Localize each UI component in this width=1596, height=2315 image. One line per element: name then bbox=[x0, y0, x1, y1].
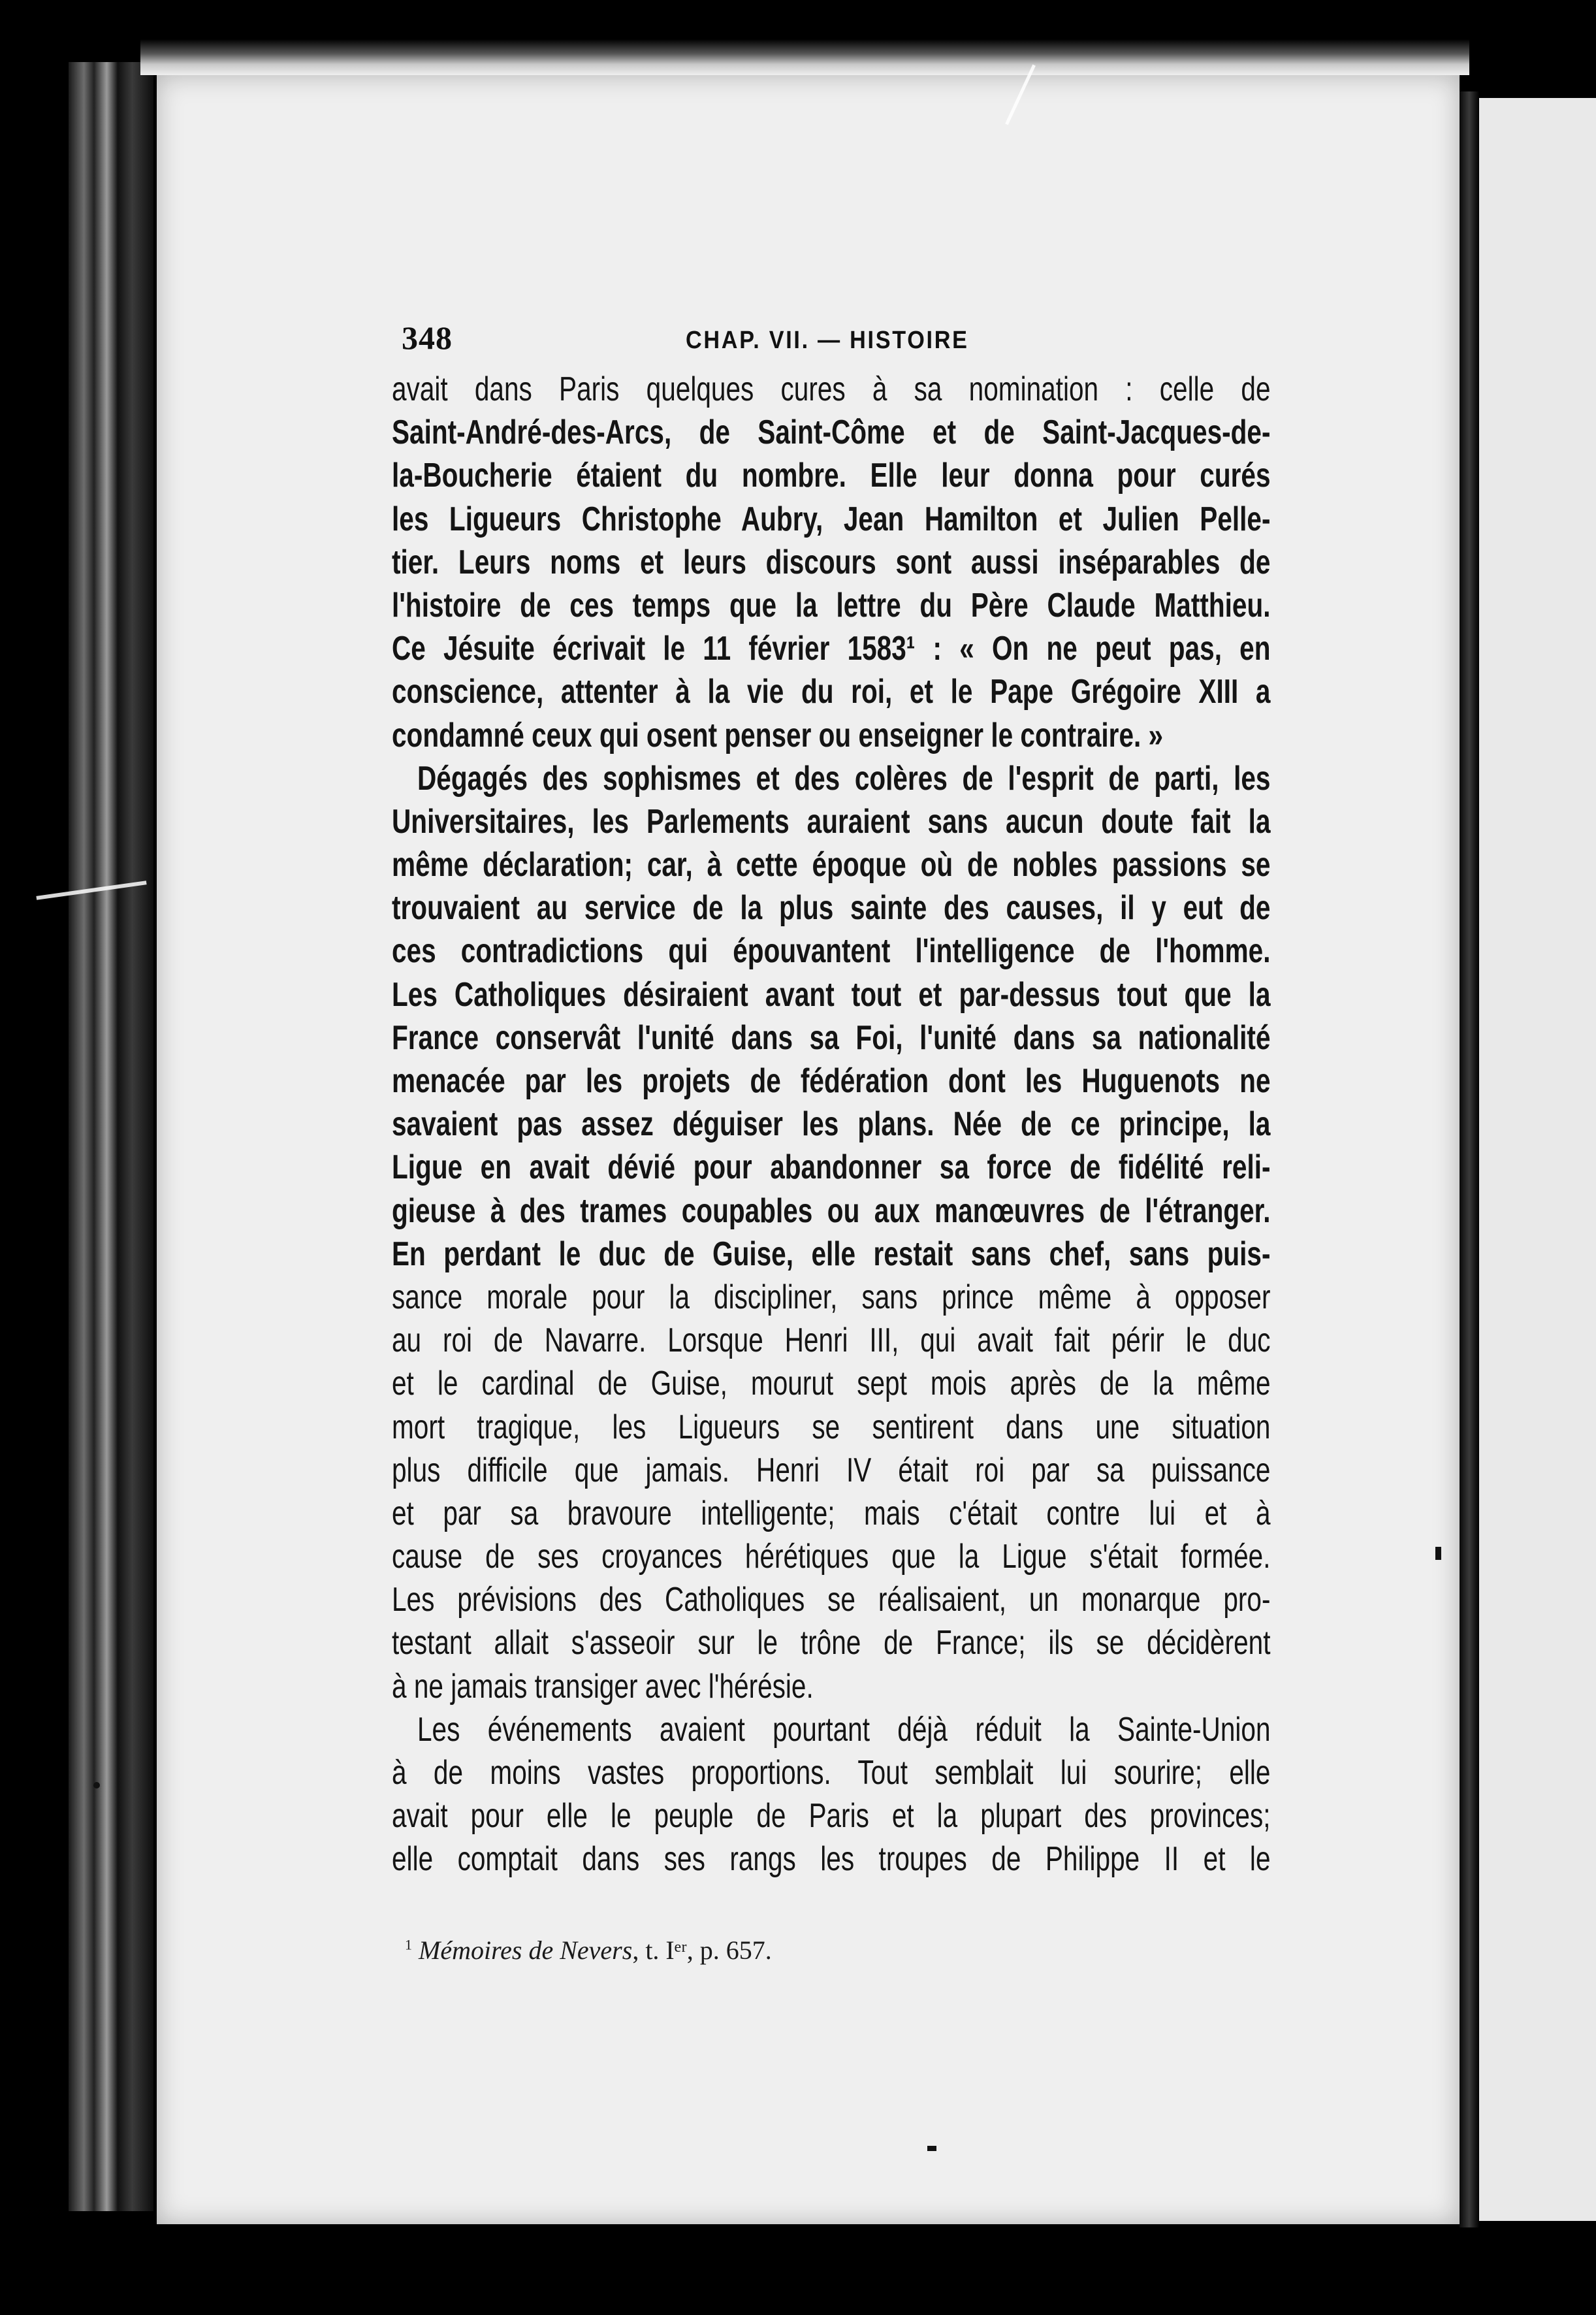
text-line: gieuse à des trames coupables ou aux manœuvres de l'étranger. bbox=[392, 1191, 1271, 1230]
page-top-edge bbox=[140, 39, 1469, 75]
page-gutter bbox=[1460, 91, 1479, 2227]
text-line: à de moins vastes proportions. Tout semblait lui sourire; elle bbox=[392, 1754, 1271, 1792]
text-line: Dégagés des sophismes et des colères de l'esprit de parti, les bbox=[417, 759, 1271, 798]
scan-speck bbox=[927, 2146, 936, 2151]
text-line: et le cardinal de Guise, mourut sept mois après de la même bbox=[392, 1365, 1271, 1403]
text-line: En perdant le duc de Guise, elle restait sans chef, sans puis- bbox=[392, 1235, 1271, 1273]
text-line: testant allait s'asseoir sur le trône de France; ils se décidèrent bbox=[392, 1624, 1271, 1662]
text-line: à ne jamais transiger avec l'hérésie. bbox=[392, 1667, 814, 1706]
text-line: Les prévisions des Catholiques se réalisaient, un monarque pro- bbox=[392, 1581, 1271, 1619]
text-line: Ce Jésuite écrivait le 11 février 1583¹ : « On ne peut pas, en bbox=[392, 630, 1271, 668]
text-line: conscience, attenter à la vie du roi, et le Pape Grégoire XIII a bbox=[392, 673, 1271, 711]
text-line: au roi de Navarre. Lorsque Henri III, qui avait fait périr le duc bbox=[392, 1321, 1271, 1360]
text-line: menacée par les projets de fédération dont les Huguenots ne bbox=[392, 1062, 1271, 1100]
text-line: et par sa bravoure intelligente; mais c'était contre lui et à bbox=[392, 1494, 1271, 1532]
text-line: plus difficile que jamais. Henri IV était roi par sa puissance bbox=[392, 1451, 1271, 1489]
text-line: même déclaration; car, à cette époque où de nobles passions se bbox=[392, 846, 1271, 884]
footnote-marker: 1 bbox=[405, 1936, 412, 1953]
page-number: 348 bbox=[402, 319, 453, 356]
text-line: tier. Leurs noms et leurs discours sont aussi inséparables de bbox=[392, 543, 1271, 581]
footnote-reference: , t. Iᵉʳ, p. 657. bbox=[632, 1935, 772, 1965]
book-spine bbox=[69, 62, 153, 2211]
text-line: trouvaient au service de la plus sainte des causes, il y eut de bbox=[392, 889, 1271, 928]
text-line: condamné ceux qui osent penser ou enseigner le contraire. » bbox=[392, 716, 1164, 754]
text-line: avait pour elle le peuple de Paris et la plupart des provinces; bbox=[392, 1797, 1271, 1836]
text-line: les Ligueurs Christophe Aubry, Jean Hamilton et Julien Pelle- bbox=[392, 500, 1271, 538]
text-line: ces contradictions qui épouvantent l'intelligence de l'homme. bbox=[392, 932, 1271, 971]
text-line: Les événements avaient pourtant déjà réduit la Sainte-Union bbox=[417, 1710, 1271, 1749]
text-line: France conservât l'unité dans sa Foi, l'unité dans sa nationalité bbox=[392, 1018, 1271, 1057]
text-line: savaient pas assez déguiser les plans. Née de ce principe, la bbox=[392, 1105, 1271, 1144]
text-line: Universitaires, les Parlements auraient sans aucun doute fait la bbox=[392, 802, 1271, 841]
scan-speck bbox=[93, 1782, 100, 1789]
running-title: CHAP. VII. — HISTOIRE bbox=[686, 327, 969, 354]
footnote-title: Mémoires de Nevers bbox=[419, 1935, 633, 1965]
text-line: sance morale pour la discipliner, sans prince même à opposer bbox=[392, 1278, 1271, 1316]
page-header bbox=[402, 319, 1280, 358]
text-line: elle comptait dans ses rangs les troupes de Philippe II et le bbox=[392, 1840, 1271, 1879]
text-line: mort tragique, les Ligueurs se sentirent dans une situation bbox=[392, 1408, 1271, 1446]
body-text bbox=[392, 368, 1270, 1881]
text-line: Ligue en avait dévié pour abandonner sa force de fidélité reli- bbox=[392, 1148, 1271, 1187]
text-line: Les Catholiques désiraient avant tout et par-dessus tout que la bbox=[392, 975, 1271, 1014]
text-line: cause de ses croyances hérétiques que la Ligue s'était formée. bbox=[392, 1538, 1271, 1576]
facing-page-edge bbox=[1479, 98, 1596, 2221]
footnote bbox=[405, 1935, 772, 1966]
text-line: la-Boucherie étaient du nombre. Elle leur donna pour curés bbox=[392, 457, 1271, 495]
text-line: l'histoire de ces temps que la lettre du Père Claude Matthieu. bbox=[392, 586, 1271, 624]
text-line: avait dans Paris quelques cures à sa nomination : celle de bbox=[392, 370, 1271, 408]
scan-speck bbox=[1435, 1547, 1441, 1560]
text-line: Saint-André-des-Arcs, de Saint-Côme et de Saint-Jacques-de- bbox=[392, 413, 1271, 452]
